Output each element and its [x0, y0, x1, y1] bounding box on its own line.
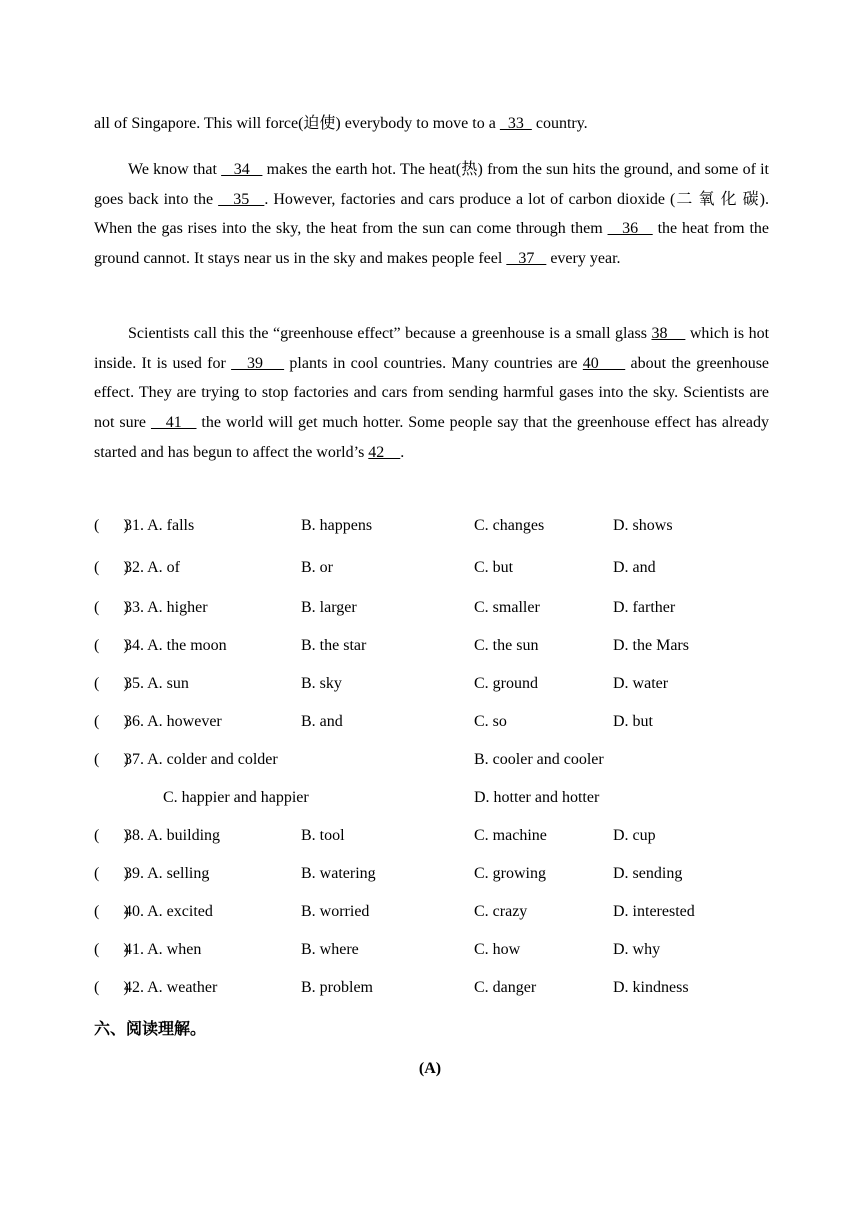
passage-paragraph-2	[94, 155, 769, 274]
option-d: D. shows	[613, 517, 673, 534]
passage-text: Scientists call this the “greenhouse effect” because a greenhouse is a small glass	[128, 325, 652, 342]
answer-parentheses: ( )	[94, 941, 129, 958]
passage-text: the heat from the ground cannot. It stays near us in the sky and makes people feel	[94, 220, 770, 268]
option-d: D. sending	[613, 865, 683, 882]
option-d: D. kindness	[613, 979, 689, 996]
option-c: C. ground	[474, 675, 538, 692]
answer-parentheses: ( )	[94, 517, 129, 534]
option-d: D. the Mars	[613, 637, 689, 654]
blank-40: 40	[582, 354, 626, 372]
question-row	[94, 672, 794, 696]
question-row	[94, 976, 794, 1000]
question-row	[94, 900, 794, 924]
passage-paragraph-3	[94, 319, 769, 468]
passage-text: all of Singapore. This will force(迫使) everybody to move to a	[94, 115, 500, 132]
option-d: D. hotter and hotter	[474, 789, 600, 806]
answer-parentheses: ( )	[94, 827, 129, 844]
option-a: 41. A. when	[124, 941, 202, 958]
blank-38: 38	[651, 325, 686, 342]
option-d: D. and	[613, 559, 656, 576]
answer-parentheses: ( )	[94, 599, 129, 616]
passage-text: We know that	[128, 161, 222, 178]
option-d: D. farther	[613, 599, 676, 616]
option-c: C. crazy	[474, 903, 528, 920]
passage-line-1	[94, 109, 769, 139]
option-b: B. larger	[301, 599, 357, 616]
blank-39: 39	[231, 354, 285, 372]
question-row-continued	[94, 786, 794, 810]
option-c: C. changes	[474, 517, 545, 534]
option-a: 40. A. excited	[124, 903, 213, 920]
passage-text: about the greenhouse effect. They are trying to stop factories and cars from sending harmful gases into the sky. Scientists are not sure	[94, 354, 770, 432]
passage-text: . However, factories and cars produce a lot of carbon dioxide (二 氧 化 碳). When the gas rises into the sky, the heat from the sun can come through them	[94, 190, 769, 238]
question-row	[94, 596, 794, 620]
option-d: D. cup	[613, 827, 656, 844]
option-a: 42. A. weather	[124, 979, 218, 996]
answer-parentheses: ( )	[94, 903, 129, 920]
blank-35: 35	[218, 190, 265, 208]
option-c: C. so	[474, 713, 507, 730]
passage-text: makes the earth hot. The heat(热) from the sun hits the ground, and some of it goes back into the	[94, 161, 770, 208]
option-a: 36. A. however	[124, 713, 222, 730]
option-b: B. happens	[301, 517, 373, 534]
option-a: 32. A. of	[124, 559, 180, 576]
question-row	[94, 824, 794, 848]
option-d: D. water	[613, 675, 669, 692]
option-b: B. problem	[301, 979, 373, 996]
option-d: D. but	[613, 713, 653, 730]
passage-text: country.	[531, 115, 588, 132]
option-d: D. why	[613, 941, 661, 958]
answer-parentheses: ( )	[94, 751, 129, 768]
option-a: 31. A. falls	[124, 517, 195, 534]
option-b: B. and	[301, 713, 343, 730]
passage-text: every year.	[546, 250, 621, 268]
blank-36: 36	[607, 220, 653, 238]
option-b: B. tool	[301, 827, 345, 844]
question-row	[94, 634, 794, 658]
answer-parentheses: ( )	[94, 713, 129, 730]
passage-text: .	[400, 443, 405, 461]
question-row	[94, 556, 794, 580]
option-b: B. cooler and cooler	[474, 751, 604, 768]
option-a: 38. A. building	[124, 827, 221, 844]
answer-parentheses: ( )	[94, 865, 129, 882]
passage-text: which is hot inside. It is used for	[94, 325, 770, 372]
blank-37: 37	[506, 250, 547, 268]
option-b: B. worried	[301, 903, 370, 920]
passage-text: plants in cool countries. Many countries are	[284, 354, 583, 372]
option-c: C. machine	[474, 827, 547, 844]
question-row	[94, 748, 794, 772]
option-c: C. happier and happier	[163, 789, 309, 806]
blank-42: 42	[368, 443, 401, 461]
option-b: B. sky	[301, 675, 342, 692]
answer-parentheses: ( )	[94, 637, 129, 654]
option-c: C. growing	[474, 865, 546, 882]
question-row	[94, 938, 794, 962]
option-a: 35. A. sun	[124, 675, 189, 692]
section-heading: 六、阅读理解。	[94, 1019, 207, 1038]
option-c: C. how	[474, 941, 521, 958]
option-b: B. where	[301, 941, 359, 958]
option-c: C. danger	[474, 979, 537, 996]
question-row	[94, 862, 794, 886]
option-a: 33. A. higher	[124, 599, 208, 616]
answer-parentheses: ( )	[94, 675, 129, 692]
blank-41: 41	[150, 414, 197, 432]
option-b: B. the star	[301, 637, 367, 654]
question-row	[94, 514, 794, 538]
answer-parentheses: ( )	[94, 559, 129, 576]
option-b: B. or	[301, 559, 333, 576]
option-a: 37. A. colder and colder	[124, 751, 278, 768]
blank-33: 33	[499, 115, 532, 132]
blank-34: 34	[221, 161, 263, 178]
option-b: B. watering	[301, 865, 376, 882]
option-c: C. but	[474, 559, 514, 576]
option-d: D. interested	[613, 903, 695, 920]
passage-label: (A)	[418, 1060, 442, 1077]
question-row	[94, 710, 794, 734]
passage-text: the world will get much hotter. Some people say that the greenhouse effect has already started and has begun to affect the world’s	[94, 414, 769, 461]
option-a: 39. A. selling	[124, 865, 210, 882]
option-c: C. the sun	[474, 637, 539, 654]
option-a: 34. A. the moon	[124, 637, 227, 654]
answer-parentheses: ( )	[94, 979, 129, 996]
option-c: C. smaller	[474, 599, 540, 616]
